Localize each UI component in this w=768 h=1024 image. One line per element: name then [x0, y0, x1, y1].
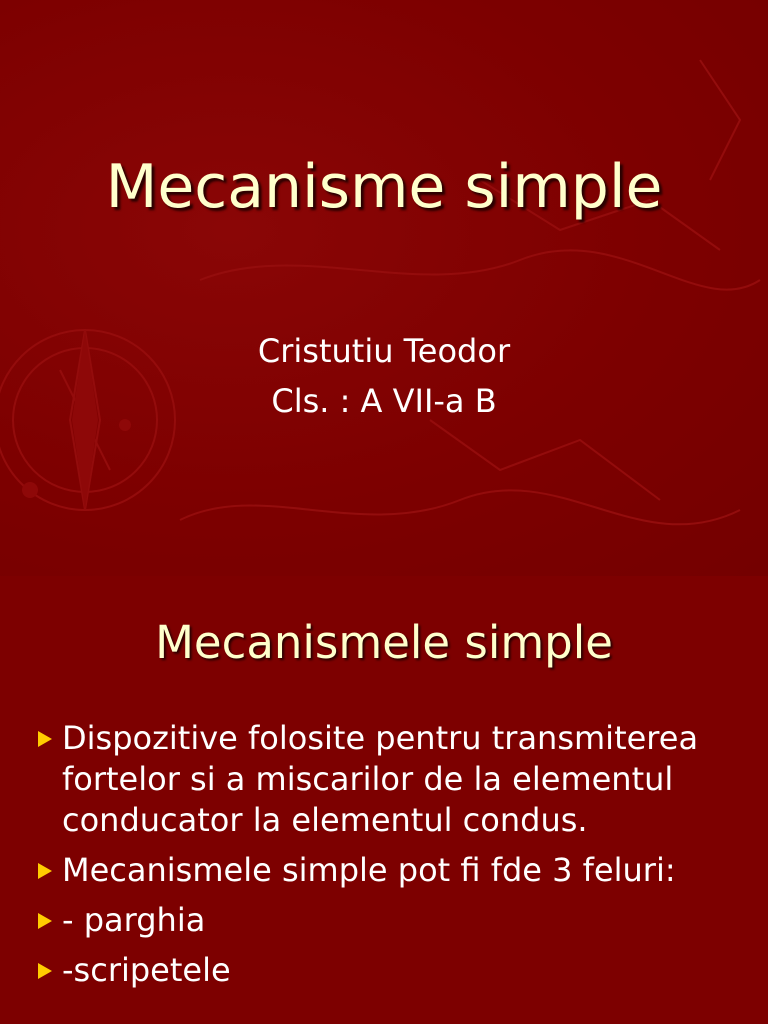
bullet-item [36, 950, 736, 991]
bullet-item [36, 900, 736, 941]
triangle-bullet-icon [38, 863, 52, 879]
slide-title: Mecanismele simple [155, 616, 613, 669]
triangle-bullet-icon [38, 913, 52, 929]
bullet-item [36, 850, 736, 891]
triangle-bullet-icon [38, 963, 52, 979]
bullet-item [36, 718, 736, 841]
class-label: Cls. : A VII-a B [271, 382, 497, 420]
content-slide [0, 576, 768, 1024]
bullet-text: Mecanismele simple pot fi fde 3 feluri: [62, 851, 676, 889]
bullet-text: - parghia [62, 901, 206, 939]
triangle-bullet-icon [38, 731, 52, 747]
author-name: Cristutiu Teodor [257, 332, 511, 370]
bullet-text: -scripetele [62, 951, 231, 989]
bullet-text: Dispozitive folosite pentru transmiterea fortelor si a miscarilor de la elementul conducator la elementul condus. [62, 719, 699, 839]
slide-title: Mecanisme simple [105, 152, 663, 222]
bullet-list [36, 718, 736, 1000]
